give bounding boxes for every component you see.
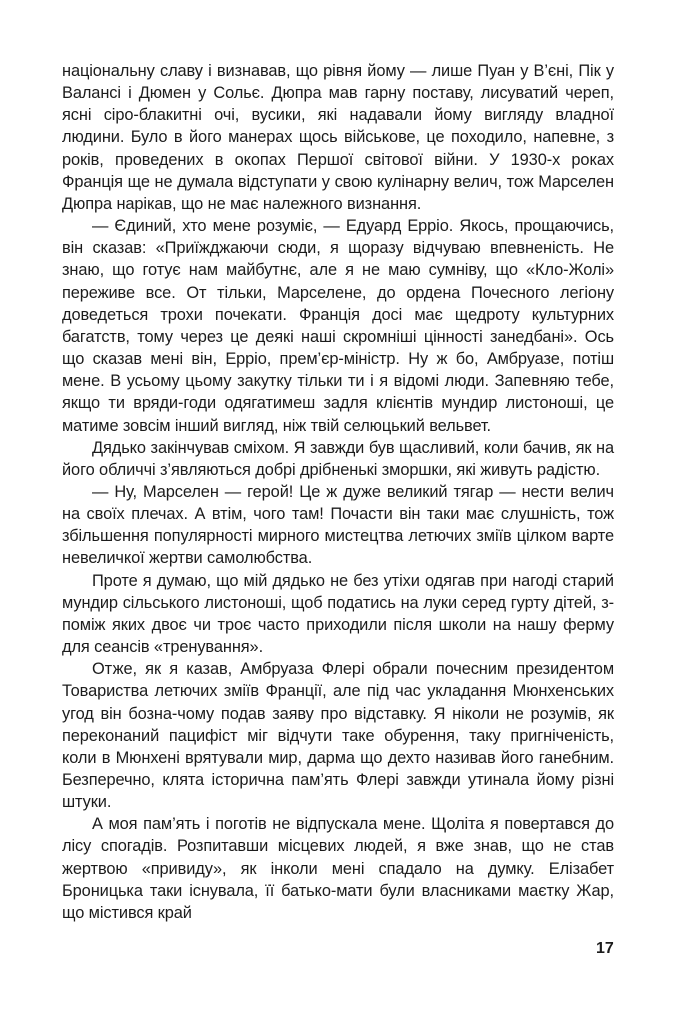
paragraph-4: — Ну, Марселен — герой! Це ж дуже великий тягар — нести велич на своїх плечах. А втім, чого там! Почасти він таки має слушність, тож збільшення популярності мирного мистецтва летючих зміїв цілком варте невеличкої жертви самолюбства. — [62, 482, 614, 568]
paragraph-2: — Єдиний, хто мене розуміє, — Едуард Ерріо. Якось, прощаючись, він сказав: «Приїжджаючи сюди, я щоразу відчуваю впевненість. Не знаю, що готує нам майбутнє, але я не маю сумніву, що «Кло-Жолі» переживе все. От тільки, Марселене, до ордена Почесного легіону доведеться трохи почекати. Франція досі має щедроту культурних багатств, тому через це деякі наші скромніші цінності занедбані». Ось що сказав мені він, Ерріо, прем’єр-міністр. Ну ж бо, Амбруазе, потіш мене. В усьому цьому закутку тільки ти і я відомі люди. Запевняю тебе, якщо ти вряди-годи одягатимеш задля клієнтів мундир листоноші, це матиме зовсім інший вигляд, ніж твій селюцький вельвет. — [62, 217, 614, 435]
paragraph-1: національну славу і визнавав, що рівня йому — лише Пуан у В’єні, Пік у Валансі і Дюмен у Сольє. Дюпра мав гарну поставу, лисуватий череп, ясні сіро-блакитні очі, вусики, які надавали йому вигляду владної людини. Було в його манерах щось військове, це походило, напевне, з років, проведених в окопах Першої світової війни. У 1930-х роках Франція ще не думала відступати у свою кулінарну велич, тож Марселен Дюпра нарікав, що не має належного визнання. — [62, 62, 614, 213]
paragraph-7: А моя пам’ять і поготів не відпускала мене. Щоліта я повертався до лісу спогадів. Розпитавши місцевих людей, я вже знав, що не став жертвою «привиду», як інколи мені спадало на думку. Елізабет Броницька таки існувала, її батько-мати були власниками маєтку Жар, що містився край — [62, 815, 614, 922]
paragraph-6: Отже, як я казав, Амбруаза Флері обрали почесним президентом Товариства летючих зміїв Франції, але під час укладання Мюнхенських угод він бозна-чому подав заяву про відставку. Я ніколи не розумів, як переконаний пацифіст міг відчути таке обурення, таку пригніченість, коли в Мюнхені врятували мир, дарма що дехто називав його ганебним. Безперечно, клята історична пам’ять Флері завжди утинала йому різні штуки. — [62, 660, 614, 812]
page-number: 17 — [596, 940, 614, 957]
page-body — [62, 60, 614, 924]
paragraph-3: Дядько закінчував сміхом. Я завжди був щасливий, коли бачив, як на його обличчі з’являються добрі дрібненькі зморшки, які живуть радістю. — [62, 438, 614, 479]
paragraph-5: Проте я думаю, що мій дядько не без утіхи одягав при нагоді старий мундир сільського листоноші, щоб податись на луки серед гурту дітей, з-поміж яких двоє чи троє часто приходили після школи на нашу ферму для сеансів «тренування». — [62, 571, 614, 657]
